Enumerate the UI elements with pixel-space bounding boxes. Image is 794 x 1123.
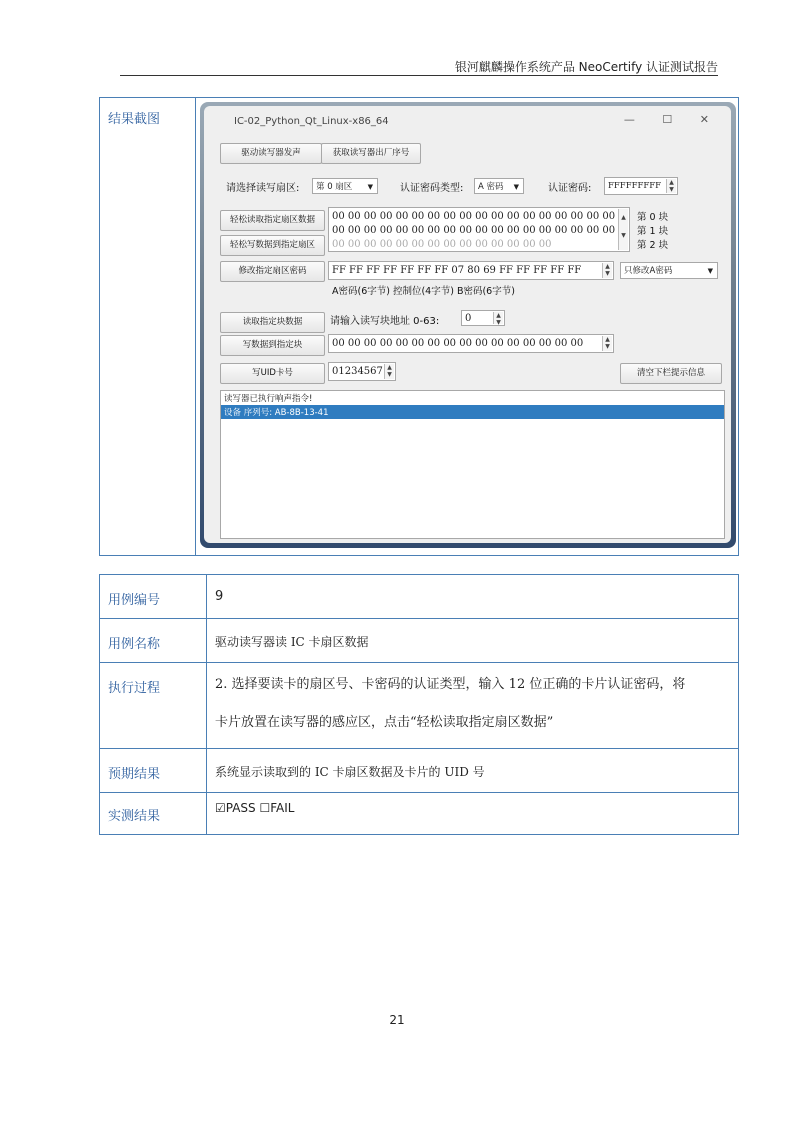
auth-pwd-value: FFFFFFFFF <box>608 181 662 191</box>
process-line: 卡片放置在读写器的感应区，点击“轻松读取指定扇区数据” <box>215 715 554 730</box>
read-sector-button: 轻松读取指定扇区数据 <box>220 210 325 231</box>
pwd-mode-select <box>620 262 718 279</box>
read-block-button: 读取指定块数据 <box>220 312 325 333</box>
sector-select-value: 第 0 扇区 <box>316 182 353 192</box>
block-label-2: 第 2 块 <box>637 240 669 251</box>
expected-value: 系统显示读取到的 IC 卡扇区数据及卡片的 UID 号 <box>207 749 739 793</box>
sector-select <box>312 178 378 194</box>
actual-value: ☑PASS ☐FAIL <box>207 793 739 835</box>
sector-data-line: 00 00 00 00 00 00 00 00 00 00 00 00 00 00 00 00 00 00 <box>332 211 616 222</box>
auth-type-select <box>474 178 524 194</box>
window-title: IC-02_Python_Qt_Linux-x86_64 <box>234 116 389 127</box>
spin-arrows-icon: ▲ ▼ <box>666 179 676 193</box>
log-line: 读写器已执行响声指令! <box>224 394 313 404</box>
pwd-data-value: FF FF FF FF FF FF FF 07 80 69 FF FF FF FF FF <box>332 265 582 276</box>
block-addr-field <box>461 310 505 326</box>
write-sector-button: 轻松写数据到指定扇区 <box>220 235 325 256</box>
case-name-label: 用例名称 <box>100 619 207 663</box>
uid-field <box>328 362 396 381</box>
screenshot-image <box>200 102 736 548</box>
app-window <box>204 106 731 543</box>
chevron-down-icon: ▼ <box>513 183 519 191</box>
auth-type-label: 认证密码类型: <box>400 183 464 194</box>
scrollbar: ▲ ▼ <box>618 209 628 250</box>
process-value <box>207 663 739 749</box>
case-id-value: 9 <box>207 575 739 619</box>
auth-type-select-value: A 密码 <box>478 182 504 192</box>
auth-pwd-field <box>604 177 678 195</box>
log-panel <box>220 390 725 539</box>
page-number: 21 <box>389 1013 405 1027</box>
block-data-field <box>328 334 614 353</box>
chevron-down-icon: ▼ <box>707 267 713 275</box>
beep-button: 驱动读写器发声 <box>220 143 322 164</box>
page-header: 银河麒麟操作系统产品 NeoCertify 认证测试报告 <box>454 60 718 74</box>
case-id-label: 用例编号 <box>100 575 207 619</box>
sector-data-field <box>328 207 630 252</box>
result-screenshot-cell <box>196 98 739 556</box>
serial-button: 获取读写器出厂序号 <box>321 143 421 164</box>
write-block-button: 写数据到指定块 <box>220 335 325 356</box>
modify-pwd-button: 修改指定扇区密码 <box>220 261 325 282</box>
case-name-value: 驱动读写器读 IC 卡扇区数据 <box>207 619 739 663</box>
expected-label: 预期结果 <box>100 749 207 793</box>
block-addr-value: 0 <box>465 313 472 324</box>
uid-value: 01234567 <box>332 366 383 377</box>
block-label-0: 第 0 块 <box>637 212 669 223</box>
result-screenshot-label: 结果截图 <box>100 98 196 556</box>
log-line-selected: 设备 序列号: AB-8B-13-41 <box>221 405 724 419</box>
sector-data-line: 00 00 00 00 00 00 00 00 00 00 00 00 00 00 <box>332 239 552 250</box>
chevron-down-icon: ▼ <box>367 183 373 191</box>
clear-log-button: 清空下栏提示信息 <box>620 363 722 384</box>
block-data-value: 00 00 00 00 00 00 00 00 00 00 00 00 00 00 00 00 <box>332 338 584 349</box>
sector-data-line: 00 00 00 00 00 00 00 00 00 00 00 00 00 00 00 00 00 00 <box>332 225 616 236</box>
window-controls: — ☐ ✕ <box>623 113 721 126</box>
block-label-1: 第 1 块 <box>637 226 669 237</box>
process-line: 2. 选择要读卡的扇区号、卡密码的认证类型，输入 12 位正确的卡片认证密码，将 <box>215 677 686 692</box>
pwd-format-hint: A密码(6字节) 控制位(4字节) B密码(6字节) <box>332 286 515 297</box>
spin-arrows-icon: ▲ ▼ <box>493 312 503 324</box>
spin-arrows-icon: ▲ ▼ <box>602 336 612 351</box>
write-uid-button: 写UID卡号 <box>220 363 325 384</box>
block-addr-label: 请输入读写块地址 0-63: <box>330 316 440 327</box>
pwd-data-field <box>328 261 614 280</box>
process-label: 执行过程 <box>100 663 207 749</box>
auth-pwd-label: 认证密码: <box>548 183 592 194</box>
pwd-mode-value: 只修改A密码 <box>624 266 673 276</box>
header-divider <box>120 75 718 76</box>
spin-arrows-icon: ▲ ▼ <box>602 263 612 278</box>
spin-arrows-icon: ▲ ▼ <box>384 364 394 379</box>
sector-label: 请选择读写扇区: <box>226 183 300 194</box>
result-screenshot-table <box>99 97 739 556</box>
test-case-table <box>99 574 739 835</box>
actual-label: 实测结果 <box>100 793 207 835</box>
